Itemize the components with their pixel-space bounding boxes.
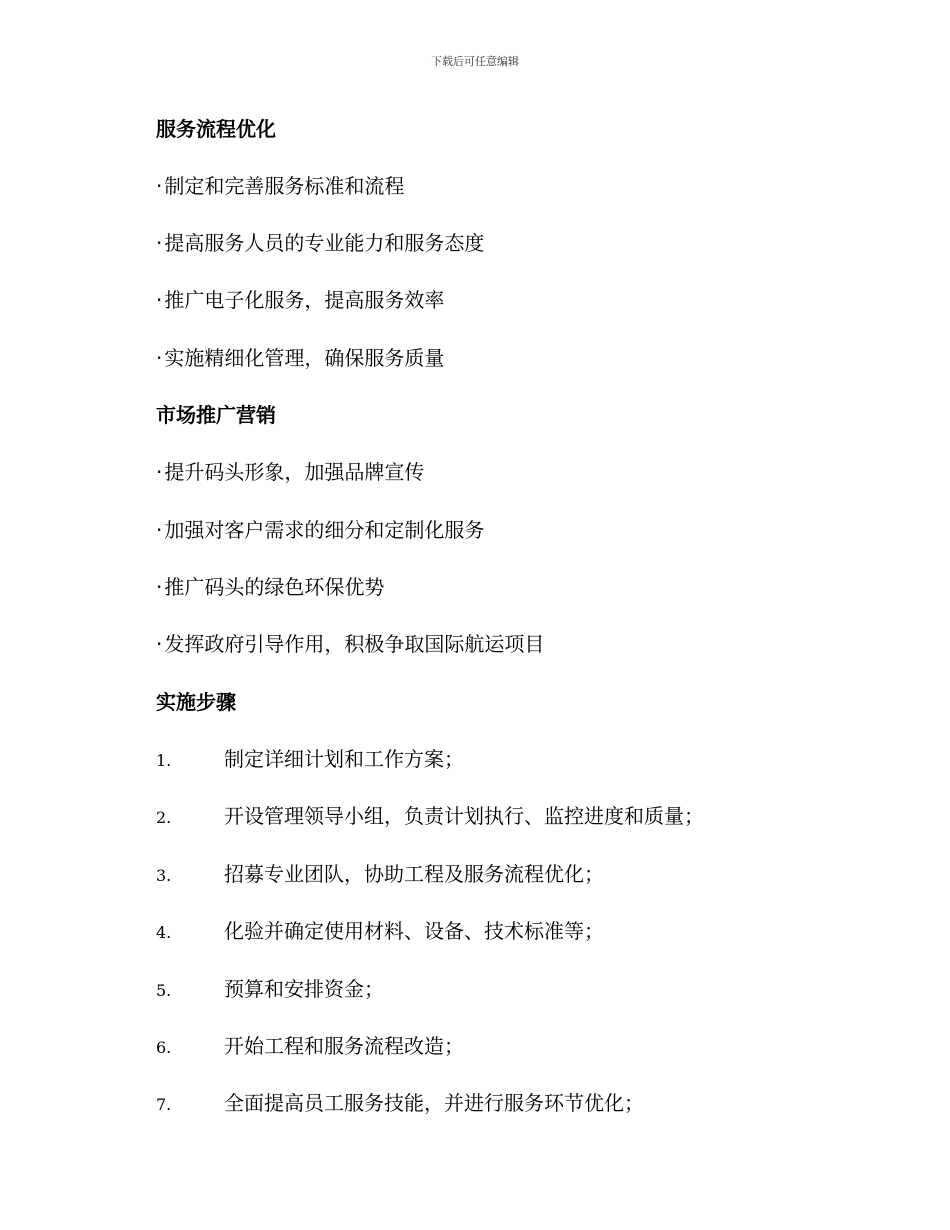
numbered-list-item <box>156 975 384 1005</box>
step-text: 预算和安排资金； <box>224 977 384 1001</box>
step-text: 化验并确定使用材料、设备、技术标准等； <box>224 919 604 943</box>
step-number: 5. <box>156 981 172 1000</box>
step-text: 全面提高员工服务技能，并进行服务环节优化； <box>224 1091 644 1115</box>
step-text: 招募专业团队，协助工程及服务流程优化； <box>224 862 604 886</box>
step-number: 1. <box>156 751 172 770</box>
step-number: 7. <box>156 1095 172 1114</box>
section-heading-implementation-steps: 实施步骤 <box>156 690 236 714</box>
list-item-text: 提升码头形象，加强品牌宣传 <box>164 460 425 484</box>
numbered-list-item <box>156 917 604 947</box>
numbered-list-item <box>156 745 464 775</box>
list-item <box>156 344 444 372</box>
step-number: 4. <box>156 923 172 942</box>
step-number: 3. <box>156 866 172 885</box>
bullet-icon: · <box>156 231 163 255</box>
list-item-text: 加强对客户需求的细分和定制化服务 <box>164 518 485 542</box>
bullet-icon: · <box>156 632 163 656</box>
list-item <box>156 286 444 314</box>
section-heading-marketing: 市场推广营销 <box>156 403 276 427</box>
list-item-text: 推广电子化服务，提高服务效率 <box>164 288 445 312</box>
section-heading-service-process: 服务流程优化 <box>156 117 276 141</box>
list-item-text: 推广码头的绿色环保优势 <box>164 575 385 599</box>
list-item-text: 制定和完善服务标准和流程 <box>164 174 405 198</box>
page-header-note: 下载后可任意编辑 <box>431 55 519 68</box>
list-item <box>156 172 404 200</box>
bullet-icon: · <box>156 346 163 370</box>
list-item-text: 提高服务人员的专业能力和服务态度 <box>164 231 485 255</box>
bullet-icon: · <box>156 174 163 198</box>
step-number: 2. <box>156 808 172 827</box>
numbered-list-item <box>156 1089 644 1119</box>
list-item <box>156 630 544 658</box>
list-item <box>156 516 484 544</box>
list-item <box>156 458 424 486</box>
numbered-list-item <box>156 802 704 832</box>
bullet-icon: · <box>156 518 163 542</box>
step-text: 制定详细计划和工作方案； <box>224 747 464 771</box>
bullet-icon: · <box>156 288 163 312</box>
step-text: 开设管理领导小组，负责计划执行、监控进度和质量； <box>224 804 704 828</box>
step-number: 6. <box>156 1038 172 1057</box>
list-item <box>156 573 384 601</box>
numbered-list-item <box>156 1032 464 1062</box>
bullet-icon: · <box>156 575 163 599</box>
step-text: 开始工程和服务流程改造； <box>224 1034 464 1058</box>
bullet-icon: · <box>156 460 163 484</box>
list-item-text: 实施精细化管理，确保服务质量 <box>164 346 445 370</box>
numbered-list-item <box>156 860 604 890</box>
list-item <box>156 229 484 257</box>
list-item-text: 发挥政府引导作用，积极争取国际航运项目 <box>164 632 545 656</box>
